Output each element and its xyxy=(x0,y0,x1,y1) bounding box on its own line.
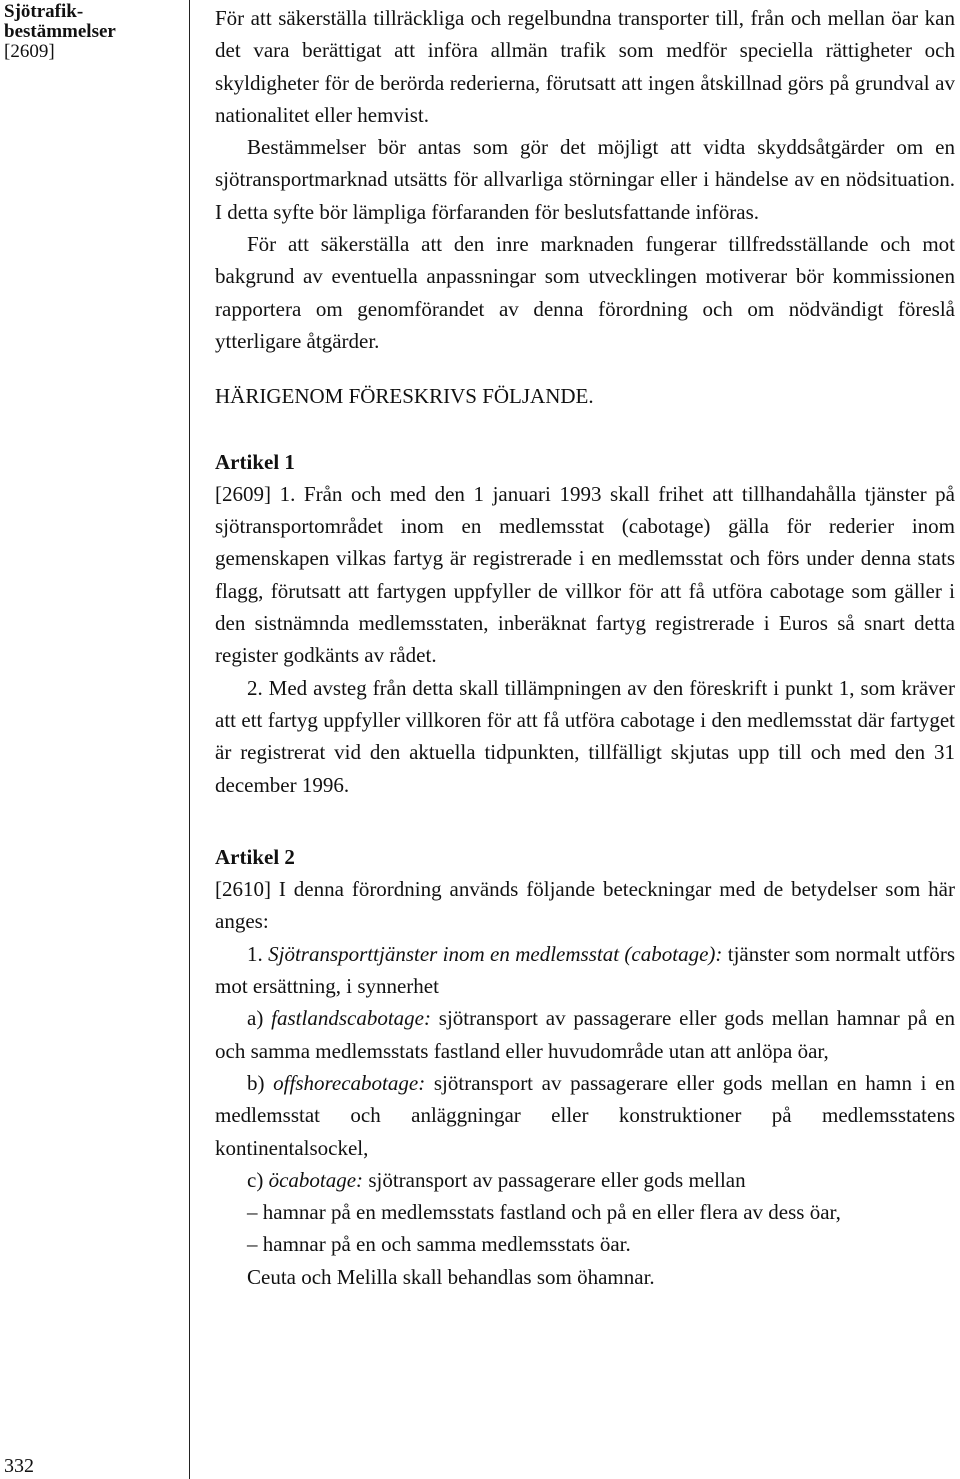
margin-note-line2: bestämmelser xyxy=(4,21,116,42)
definition-1 xyxy=(215,938,955,1003)
enacting-formula: HÄRIGENOM FÖRESKRIVS FÖLJANDE. xyxy=(215,384,594,409)
margin-note xyxy=(4,2,179,62)
definition-b xyxy=(215,1067,955,1164)
margin-note-line1: Sjötrafik- xyxy=(4,1,84,22)
definition-c-label: c) xyxy=(247,1167,264,1192)
paragraph-safeguard-measures: Bestämmelser bör antas som gör det möjligt att vidta skyddsåtgärder om en sjötransportmarknad utsätts för allvarliga störningar eller i händelse av en nödsituation. I detta syfte bör lämpliga förfaranden för beslutsfattande införas. xyxy=(215,135,955,224)
definition-c xyxy=(215,1164,955,1196)
definition-b-label: b) xyxy=(247,1070,265,1095)
definition-c-term: öcabotage: xyxy=(268,1167,364,1192)
definition-b-term: offshorecabotage: xyxy=(273,1070,426,1095)
definition-c-dash-2: – hamnar på en och samma medlemsstats öar. xyxy=(247,1232,631,1257)
article-1-title: Artikel 1 xyxy=(215,449,295,474)
definition-1-term: Sjötransporttjänster inom en medlemsstat (cabotage): xyxy=(268,941,723,966)
definition-a-term: fastlandscabotage: xyxy=(271,1006,431,1031)
definition-a-text: sjötransport av passagerare eller gods mellan hamnar på en och samma medlemsstats fastland eller huvudområde utan att anlöpa öar, xyxy=(215,1006,955,1063)
ceuta-melilla-note: Ceuta och Melilla skall behandlas som öhamnar. xyxy=(247,1264,655,1289)
definition-c-text: sjötransport av passagerare eller gods mellan xyxy=(363,1167,746,1192)
definition-a-label: a) xyxy=(247,1006,264,1031)
page-number: 332 xyxy=(4,1455,34,1477)
article-2-intro: [2610] I denna förordning används följande beteckningar med de betydelser som här anges: xyxy=(215,877,955,934)
article-1-paragraph-2: 2. Med avsteg från detta skall tillämpningen av den föreskrift i punkt 1, som kräver att ett fartyg uppfyller villkoren för att få utföra cabotage i den medlemsstat där fartyget är registrerat vid den aktuella tidpunkten, tillfälligt skjutas upp till och med den 31 december 1996. xyxy=(215,675,955,797)
definition-a xyxy=(215,1002,955,1067)
margin-note-reference: [2609] xyxy=(4,41,55,62)
article-1-paragraph-1: [2609] 1. Från och med den 1 januari 1993 skall frihet att tillhandahålla tjänster på sjötransportområdet inom en medlemsstat (cabotage) gälla för rederier inom gemenskapen vilkas fartyg är registrerade i en medlemsstat och förs under denna stats flagg, förutsatt att fartygen uppfyller de villkor för att få utföra cabotage som gäller i den sistnämnda medlemsstaten, inberäknat fartyg registrerade i Euros så snart detta register godkänts av rådet. xyxy=(215,481,955,668)
article-2-title: Artikel 2 xyxy=(215,844,295,869)
paragraph-islands-transport: För att säkerställa tillräckliga och regelbundna transporter till, från och mellan öar kan det vara berättigat att införa allmän trafik som medför speciella rättigheter och skyldigheter för de berörda rederierna, förutsatt att ingen åtskillnad görs på grundval av nationalitet eller hemvist. xyxy=(215,6,955,127)
definition-c-dash-1: – hamnar på en medlemsstats fastland och på en eller flera av dess öar, xyxy=(247,1200,841,1225)
margin-column xyxy=(0,0,190,1479)
paragraph-internal-market: För att säkerställa att den inre marknaden fungerar tillfredsställande och mot bakgrund av eventuella anpassningar som utvecklingen motiverar bör kommissionen rapportera om genomförandet av denna förordning och om nödvändigt föreslå ytterligare åtgärder. xyxy=(215,232,955,353)
definition-b-text: sjötransport av passagerare eller gods mellan en hamn i en medlemsstat och anläggningar eller konstruktioner på medlemsstatens kontinentalsockel, xyxy=(215,1070,956,1160)
definition-1-text: tjänster som normalt utförs mot ersättning, i synnerhet xyxy=(215,941,955,999)
definition-1-number: 1. xyxy=(247,941,263,966)
main-text xyxy=(215,2,955,1293)
